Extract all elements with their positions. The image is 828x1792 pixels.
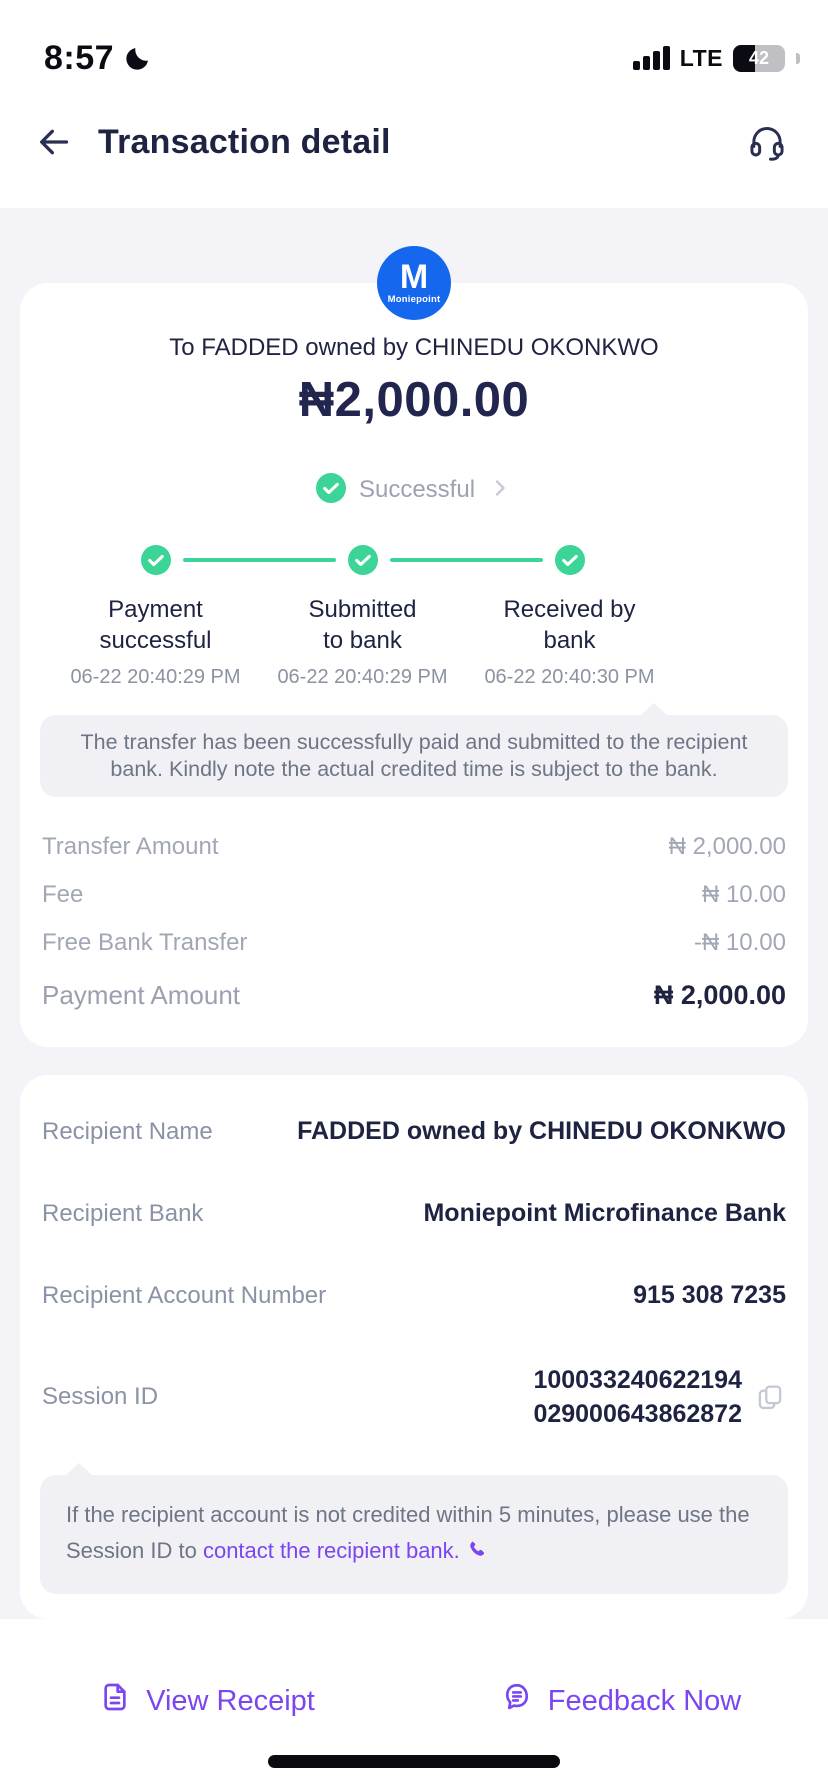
battery-percent: 42: [748, 47, 770, 68]
page-title: Transaction detail: [98, 122, 391, 161]
session-id-notice: [40, 1475, 788, 1594]
row-value: 915 308 7235: [633, 1281, 786, 1309]
step-payment-successful: [52, 545, 259, 689]
step-timestamp: 06-22 20:40:29 PM: [277, 666, 448, 688]
headset-support-icon[interactable]: [744, 119, 790, 165]
moniepoint-logo-caption: Moniepoint: [387, 294, 441, 305]
row-label: Transfer Amount: [42, 833, 219, 860]
transfer-notice: [40, 715, 788, 797]
content-area: [0, 208, 828, 1619]
feedback-bubble-icon: [501, 1681, 533, 1721]
transaction-amount: ₦2,000.00: [298, 373, 530, 427]
signal-strength-icon: [633, 46, 670, 70]
row-value: ₦ 10.00: [701, 881, 786, 908]
transaction-summary-card: [20, 258, 808, 1047]
view-receipt-button[interactable]: [0, 1681, 414, 1721]
amount-row-transfer: [40, 823, 788, 871]
step-label: Received by bank: [503, 596, 636, 654]
moniepoint-logo: [377, 246, 451, 320]
dnd-moon-icon: [124, 44, 152, 72]
row-label: Recipient Name: [42, 1117, 213, 1145]
footer-bar: [0, 1619, 828, 1792]
recipient-summary-text: To FADDED owned by CHINEDU OKONKWO: [169, 334, 659, 361]
feedback-now-label: Feedback Now: [547, 1684, 742, 1717]
status-badge: Successful: [358, 476, 476, 503]
session-id-line1: 100033240622194: [533, 1366, 742, 1394]
network-type-label: LTE: [679, 44, 723, 71]
feedback-now-button[interactable]: [414, 1681, 828, 1721]
phone-icon: [466, 1536, 489, 1572]
session-id-line2: 029000643862872: [533, 1400, 742, 1428]
step-received-by-bank: [466, 545, 673, 689]
row-label: Recipient Bank: [42, 1199, 204, 1227]
row-value: Moniepoint Microfinance Bank: [423, 1199, 786, 1227]
battery-cap: [796, 53, 800, 64]
detail-row-account-number: [40, 1281, 788, 1310]
view-receipt-label: View Receipt: [146, 1684, 315, 1717]
home-indicator[interactable]: [268, 1755, 560, 1768]
row-label: Session ID: [42, 1383, 159, 1410]
step-timestamp: 06-22 20:40:29 PM: [70, 666, 241, 688]
step-check-icon: [141, 545, 171, 580]
step-check-icon: [555, 545, 585, 580]
amount-row-fee: [40, 871, 788, 919]
battery-icon: [733, 45, 785, 72]
notice-caret: [640, 703, 668, 716]
detail-row-recipient-name: [40, 1117, 788, 1146]
chevron-right-icon: [488, 476, 512, 505]
row-value: -₦ 10.00: [693, 929, 786, 956]
row-label: Recipient Account Number: [42, 1281, 327, 1309]
stepper-connector: [183, 558, 336, 562]
status-row[interactable]: [40, 473, 788, 507]
step-timestamp: 06-22 20:40:30 PM: [484, 666, 655, 688]
clock: 8:57: [44, 38, 115, 77]
step-label: Submitted to bank: [308, 596, 417, 654]
transfer-notice-text: The transfer has been successfully paid and submitted to the recipient bank. Kindly note the actual credited time is subject to the bank.: [80, 730, 748, 781]
amount-row-payment-total: [40, 967, 788, 1023]
notice-caret: [65, 1463, 93, 1476]
header: [0, 90, 828, 208]
success-check-icon: [316, 473, 346, 508]
amount-row-free-transfer: [40, 919, 788, 967]
amount-breakdown: [40, 823, 788, 1023]
row-value: ₦ 2,000.00: [668, 833, 786, 860]
contact-bank-link[interactable]: contact the recipient bank.: [202, 1538, 460, 1563]
progress-stepper: [52, 545, 673, 689]
session-notice-text: If the recipient account is not credited within 5 minutes, please use the Session ID to: [66, 1502, 750, 1563]
receipt-document-icon: [99, 1681, 131, 1721]
copy-icon[interactable]: [754, 1381, 786, 1413]
recipient-details-card: [20, 1075, 808, 1619]
row-label: Fee: [42, 881, 84, 908]
detail-row-session-id: [40, 1363, 788, 1431]
row-label: Free Bank Transfer: [42, 929, 248, 956]
row-label: Payment Amount: [42, 979, 240, 1010]
step-check-icon: [348, 545, 378, 580]
stepper-connector: [390, 558, 543, 562]
step-submitted-to-bank: [259, 545, 466, 689]
detail-row-recipient-bank: [40, 1199, 788, 1228]
row-value: FADDED owned by CHINEDU OKONKWO: [297, 1117, 786, 1145]
status-bar: [0, 0, 828, 90]
row-value: ₦ 2,000.00: [653, 979, 786, 1010]
step-label: Payment successful: [99, 596, 212, 654]
back-button[interactable]: [32, 120, 76, 164]
moniepoint-logo-letter: M: [399, 258, 429, 296]
